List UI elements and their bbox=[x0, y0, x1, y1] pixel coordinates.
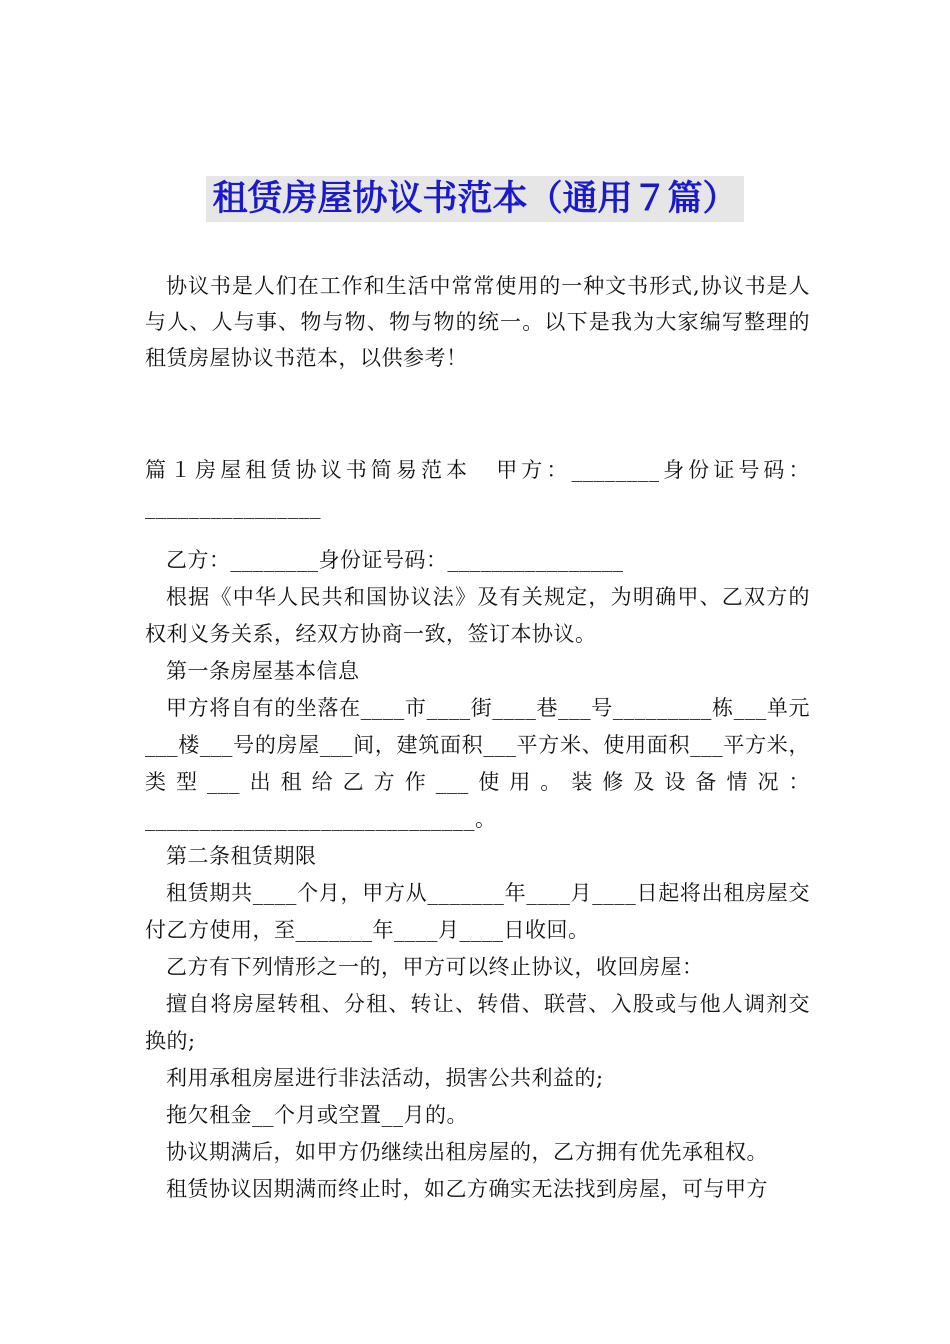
clause-heading: 第一条房屋基本信息 bbox=[166, 659, 360, 683]
paragraph: 协议期满后，如甲方仍继续出租房屋的，乙方拥有优先承租权。 bbox=[166, 1140, 768, 1164]
chapter-heading-line: 篇１房屋租赁协议书简易范本 甲方：________身份证号码：________________ bbox=[145, 458, 810, 519]
intro-section bbox=[145, 268, 810, 376]
paragraph: 租赁期共____个月，甲方从_______年____月____日起将出租房屋交付乙方使用，至_______年____月____日收回。 bbox=[145, 881, 810, 942]
clause-heading: 第二条租赁期限 bbox=[166, 844, 317, 868]
party-b-line: 乙方：________身份证号码：________________ bbox=[166, 548, 624, 572]
title-container bbox=[0, 176, 950, 222]
list-item: 擅自将房屋转租、分租、转让、转借、联营、入股或与他人调剂交换的; bbox=[145, 992, 810, 1053]
paragraph: 根据《中华人民共和国协议法》及有关规定，为明确甲、乙双方的权利义务关系，经双方协商一致，签订本协议。 bbox=[145, 585, 810, 646]
list-item: 利用承租房屋进行非法活动，损害公共利益的; bbox=[166, 1066, 604, 1090]
paragraph: 租赁协议因期满而终止时，如乙方确实无法找到房屋，可与甲方 bbox=[166, 1177, 768, 1201]
paragraph: 乙方有下列情形之一的，甲方可以终止协议，收回房屋： bbox=[166, 955, 704, 979]
document-title: 租赁房屋协议书范本（通用７篇） bbox=[206, 176, 743, 222]
article-section bbox=[145, 452, 810, 1208]
list-item: 拖欠租金__个月或空置__月的。 bbox=[166, 1103, 468, 1127]
intro-paragraph: 协议书是人们在工作和生活中常常使用的一种文书形式,协议书是人与人、人与事、物与物、物与物的统一。以下是我为大家编写整理的租赁房屋协议书范本，以供参考！ bbox=[145, 274, 810, 370]
paragraph: 甲方将自有的坐落在____市____街____巷___号_________栋___单元___楼___号的房屋___间，建筑面积___平方米、使用面积___平方米，类型___出租给乙方作___使用。装修及设备情况：______________________________。 bbox=[145, 696, 810, 831]
